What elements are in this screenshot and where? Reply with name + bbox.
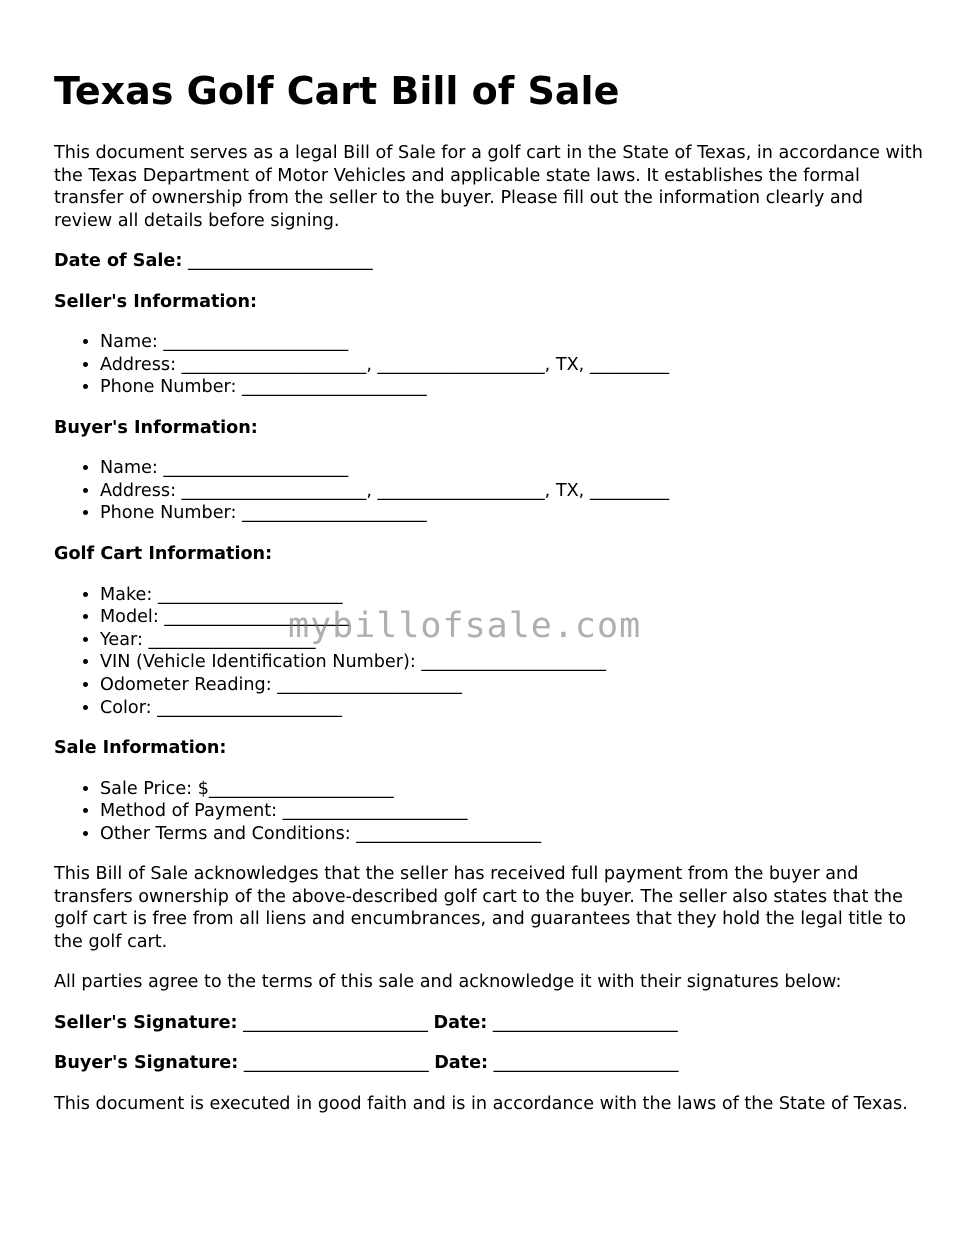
seller-list	[54, 331, 924, 399]
buyer-date-field[interactable]: _____________________	[493, 1053, 679, 1074]
year-field[interactable]: • Year: ___________________	[100, 629, 924, 652]
seller-signature-row	[54, 1012, 924, 1035]
date-of-sale-row	[54, 250, 924, 273]
buyer-date-label: Date:	[434, 1053, 489, 1074]
watermark: mybillofsale.com	[288, 606, 642, 646]
sale-list	[54, 778, 924, 846]
sale-price-field[interactable]: • Sale Price: $_____________________	[100, 778, 924, 801]
payment-method-field[interactable]: • Method of Payment: _____________________	[100, 800, 924, 823]
buyer-heading: Buyer's Information:	[54, 417, 258, 438]
model-field[interactable]: • Model: _____________________	[100, 606, 924, 629]
seller-signature-label: Seller's Signature:	[54, 1012, 238, 1033]
buyer-name-field[interactable]: • Name: _____________________	[100, 457, 924, 480]
buyer-signature-field[interactable]: _____________________	[243, 1053, 429, 1074]
buyer-signature-row	[54, 1052, 924, 1075]
intro-paragraph: This document serves as a legal Bill of Sale for a golf cart in the State of Texas, in accordance with the Texas Department of Motor Vehicles and applicable state laws. It establishes the formal transfer of ownership from the seller to the buyer. Please fill out the information clearly and review all details before signing.	[54, 143, 923, 231]
date-of-sale-field[interactable]: _____________________	[187, 251, 373, 271]
seller-heading: Seller's Information:	[54, 291, 258, 312]
seller-date-label: Date:	[433, 1012, 488, 1033]
seller-name-field[interactable]: • Name: _____________________	[100, 331, 924, 354]
golf-cart-list	[54, 584, 924, 720]
buyer-address-field[interactable]: • Address: _____________________, ___________________, TX, _________	[100, 480, 924, 503]
date-of-sale-label: Date of Sale:	[54, 251, 183, 271]
closing-paragraph: This document is executed in good faith and is in accordance with the laws of the State of Texas.	[54, 1093, 908, 1114]
document-page	[54, 66, 924, 1133]
buyer-phone-field[interactable]: • Phone Number: _____________________	[100, 502, 924, 525]
acknowledgement-paragraph: This Bill of Sale acknowledges that the seller has received full payment from the buyer and transfers ownership of the above-described golf cart to the buyer. The seller also states that the golf cart is free from all liens and encumbrances, and guarantees that they hold the legal title to the golf cart.	[54, 864, 907, 952]
vin-field[interactable]: • VIN (Vehicle Identification Number): _____________________	[100, 651, 924, 674]
seller-phone-field[interactable]: • Phone Number: _____________________	[100, 376, 924, 399]
odometer-field[interactable]: • Odometer Reading: _____________________	[100, 674, 924, 697]
other-terms-field[interactable]: • Other Terms and Conditions: _____________________	[100, 823, 924, 846]
seller-date-field[interactable]: _____________________	[492, 1012, 678, 1033]
page-title: Texas Golf Cart Bill of Sale	[54, 69, 620, 113]
golf-cart-heading: Golf Cart Information:	[54, 544, 273, 565]
buyer-list	[54, 457, 924, 525]
sale-heading: Sale Information:	[54, 738, 227, 759]
make-field[interactable]: • Make: _____________________	[100, 584, 924, 607]
seller-signature-field[interactable]: _____________________	[243, 1012, 428, 1033]
buyer-signature-label: Buyer's Signature:	[54, 1053, 239, 1074]
seller-address-field[interactable]: • Address: _____________________, ___________________, TX, _________	[100, 354, 924, 377]
color-field[interactable]: • Color: _____________________	[100, 697, 924, 720]
agreement-paragraph: All parties agree to the terms of this sale and acknowledge it with their signatures below:	[54, 972, 842, 993]
